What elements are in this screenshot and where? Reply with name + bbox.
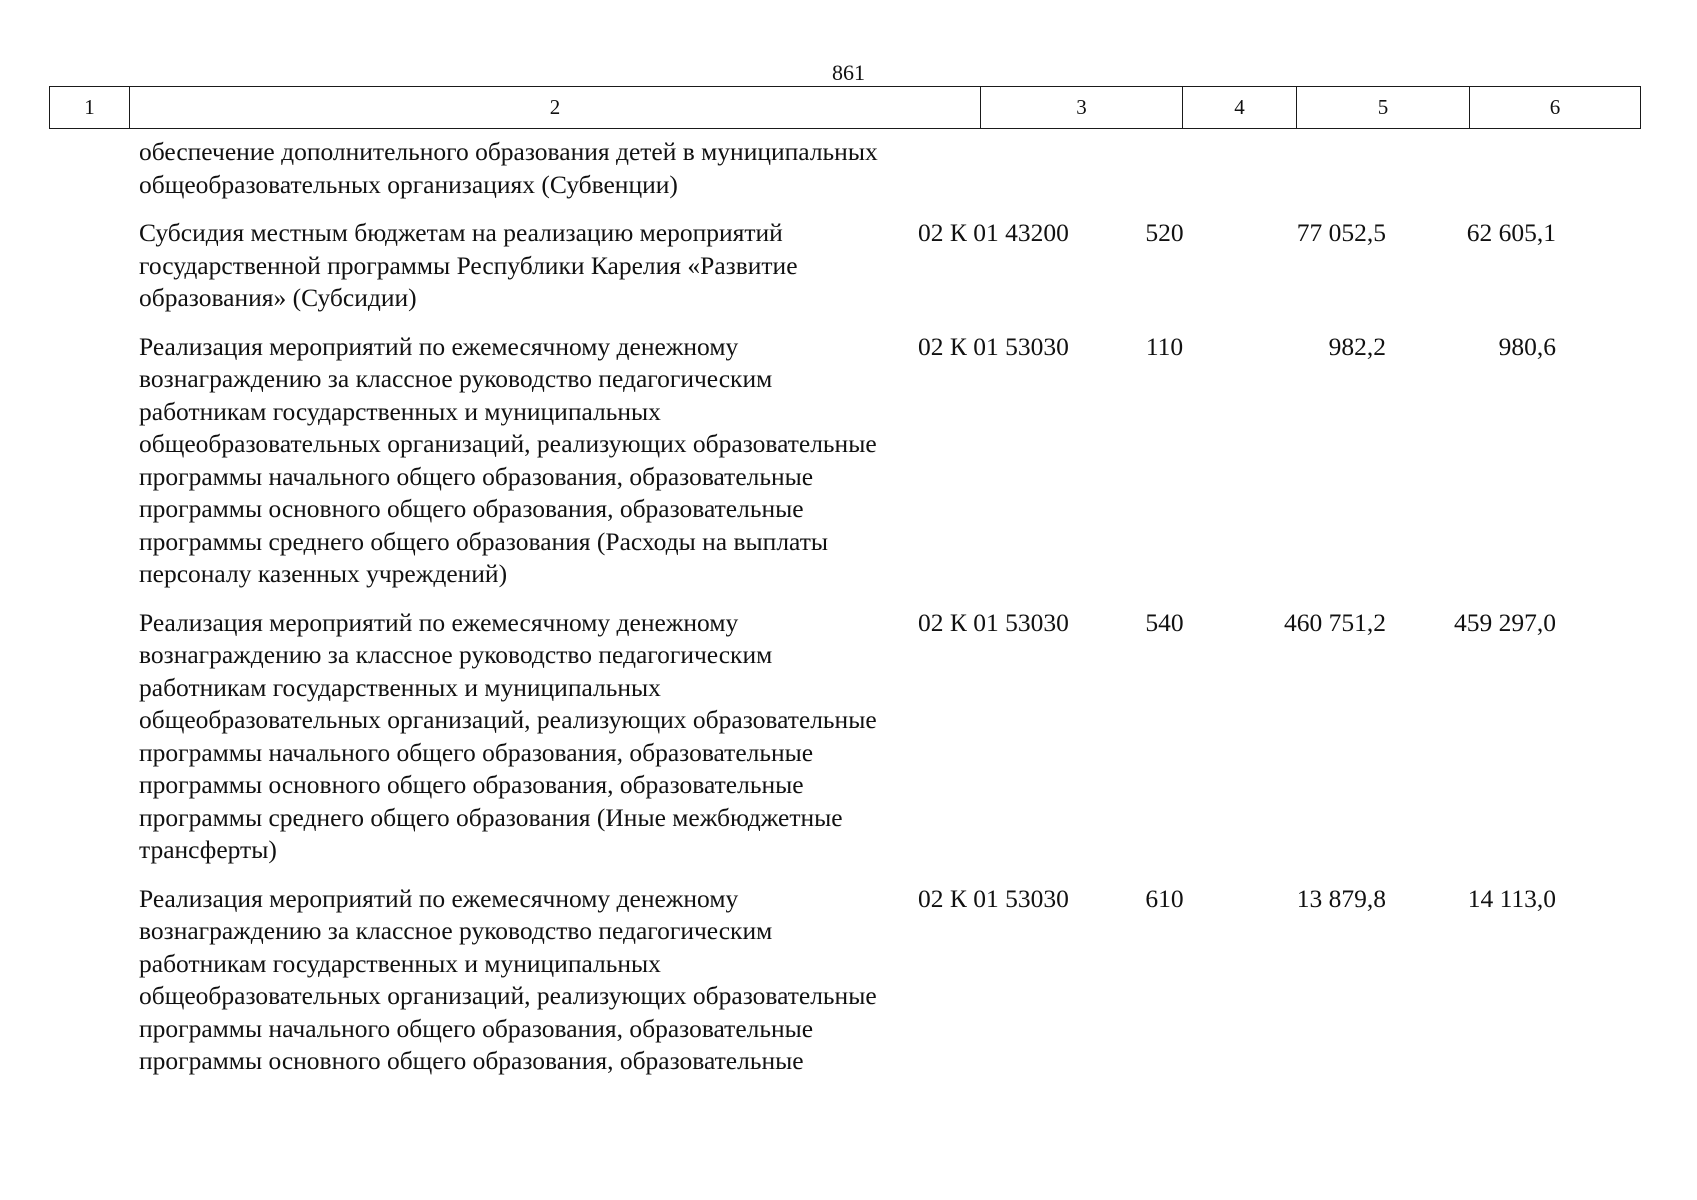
row-target-code: [910, 136, 1107, 201]
row-amount-col5: 13 879,8: [1296, 883, 1386, 913]
column-header-2: 2: [130, 87, 981, 129]
row-amount-col5: 982,2: [1328, 331, 1386, 361]
table-row: [49, 883, 1640, 1078]
row-expense-type: 540: [1145, 607, 1184, 637]
row-name: Субсидия местным бюджетам на реализацию мероприятий государственной программы Республики Карелия «Развитие образования» (Субсидии): [139, 218, 798, 312]
table-body: [49, 136, 1640, 1078]
row-target-code: 02 К 01 53030: [918, 607, 1069, 637]
column-header-row: [50, 87, 1641, 129]
column-header-table: [49, 86, 1641, 129]
column-header-4: 4: [1183, 87, 1297, 129]
row-expense-type: 520: [1145, 218, 1184, 247]
table-row: [49, 607, 1640, 867]
row-name: Реализация мероприятий по ежемесячному денежному вознаграждению за классное руководство педагогическим работникам государственных и муниципальных общеобразовательных организаций, реализующих образовательные программы начального общего образования, образовательные программы основного общего образования, образовательные программы среднего общего образования (Расходы на выплаты персоналу казенных учреждений): [139, 331, 877, 588]
table-row: [49, 136, 1640, 201]
table-row: [49, 217, 1640, 315]
row-target-code: 02 К 01 53030: [918, 883, 1069, 913]
table-row: [49, 331, 1640, 591]
row-target-code: 02 К 01 53030: [918, 331, 1069, 361]
column-header-1: 1: [50, 87, 130, 129]
row-amount-col6: 459 297,0: [1454, 607, 1556, 637]
row-expense-type: 110: [1145, 331, 1184, 361]
row-name: Реализация мероприятий по ежемесячному денежному вознаграждению за классное руководство педагогическим работникам государственных и муниципальных общеобразовательных организаций, реализующих образовательные программы начального общего образования, образовательные программы основного общего образования, образовательные: [139, 883, 877, 1075]
row-amount-col5: 77 052,5: [1296, 218, 1386, 247]
row-amount-col5: [1222, 136, 1394, 201]
row-amount-col6: 14 113,0: [1467, 883, 1556, 913]
row-name: Реализация мероприятий по ежемесячному денежному вознаграждению за классное руководство педагогическим работникам государственных и муниципальных общеобразовательных организаций, реализующих образовательные программы начального общего образования, образовательные программы основного общего образования, образовательные программы среднего общего образования (Иные межбюджетные трансферты): [139, 607, 877, 864]
row-name: обеспечение дополнительного образования детей в муниципальных общеобразовательных организациях (Субвенции): [139, 137, 878, 199]
row-expense-type: 610: [1145, 883, 1184, 913]
column-header-6: 6: [1470, 87, 1641, 129]
row-target-code: 02 К 01 43200: [918, 218, 1069, 247]
row-amount-col6: 980,6: [1498, 331, 1556, 361]
row-amount-col6: 62 605,1: [1466, 218, 1556, 247]
page-number: 861: [832, 60, 865, 85]
row-expense-type: [1107, 136, 1222, 201]
row-amount-col5: 460 751,2: [1284, 607, 1386, 637]
column-header-3: 3: [981, 87, 1183, 129]
column-header-5: 5: [1297, 87, 1470, 129]
row-amount-col6: [1394, 136, 1564, 201]
